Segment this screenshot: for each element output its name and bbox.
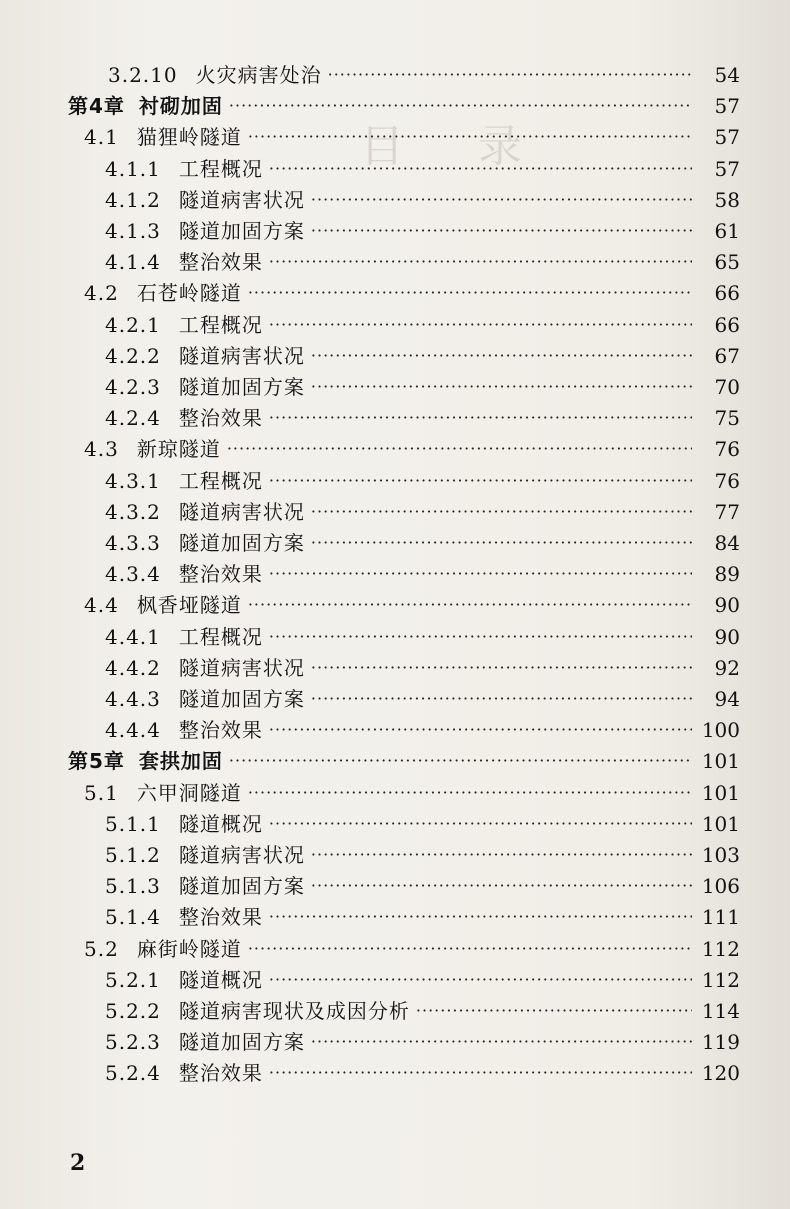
toc-entry-number: 4.1.1 [105, 156, 161, 181]
toc-entry-number: 4.3 [84, 437, 119, 462]
toc-entry-title: 隧道病害状况 [178, 843, 305, 867]
toc-entry [0, 622, 790, 652]
toc-entry-title: 石苍岭隧道 [136, 281, 242, 306]
toc-entry-title: 整治效果 [178, 406, 263, 431]
toc-entry [0, 278, 790, 308]
toc-entry-page: 92 [714, 655, 740, 680]
toc-entry-number: 5.2.4 [105, 1061, 161, 1086]
toc-entry [0, 934, 790, 964]
dot-leader [269, 902, 692, 932]
toc-entry-number: 4.1.4 [105, 250, 161, 275]
toc-entry-title: 隧道加固方案 [178, 375, 305, 399]
toc-entry-number: 4.1 [84, 125, 119, 150]
toc-entry-number: 4.3.1 [105, 468, 161, 493]
dot-leader [269, 809, 692, 839]
toc-entry-title: 隧道加固方案 [178, 874, 305, 899]
dot-leader [311, 185, 692, 215]
toc-entry [0, 840, 790, 870]
toc-entry-number: 4.4 [84, 593, 119, 618]
toc-entry-title: 隧道概况 [178, 967, 263, 992]
toc-entry-page: 75 [714, 406, 740, 431]
dot-leader [248, 934, 692, 964]
toc-entry-number: 第5章 [68, 749, 125, 774]
toc-entry-page: 70 [714, 375, 740, 399]
toc-entry-title: 工程概况 [178, 156, 263, 181]
toc-entry-page: 89 [714, 562, 740, 587]
toc-entry-title: 隧道病害状况 [178, 655, 305, 680]
toc-entry-page: 57 [714, 94, 740, 119]
dot-leader [269, 622, 692, 652]
dot-leader [311, 840, 692, 870]
toc-entry-title: 六甲洞隧道 [136, 780, 242, 805]
dot-leader [229, 91, 692, 121]
dot-leader [416, 996, 692, 1026]
toc-entry-title: 整治效果 [178, 250, 263, 275]
toc-entry-page: 111 [701, 905, 740, 930]
page-number: 2 [70, 1150, 86, 1176]
dot-leader [248, 778, 692, 808]
toc-entry [0, 216, 790, 246]
toc-entry-page: 66 [714, 312, 740, 337]
toc-entry [0, 341, 790, 371]
toc-entry-number: 4.4.4 [105, 718, 161, 743]
dot-leader [311, 497, 692, 527]
toc-entry [0, 590, 790, 620]
toc-entry-title: 工程概况 [178, 468, 263, 493]
toc-entry-number: 5.1.1 [105, 811, 161, 836]
dot-leader [269, 154, 692, 184]
toc-entry-number: 5.1.2 [105, 843, 161, 867]
toc-entry-page: 54 [714, 63, 740, 87]
toc-entry [0, 434, 790, 464]
dot-leader [311, 341, 692, 371]
toc-entry [0, 809, 790, 839]
dot-leader [311, 871, 692, 901]
toc-entry-number: 4.2.1 [105, 312, 161, 337]
dot-leader [248, 590, 692, 620]
toc-chapter-entry [0, 91, 790, 121]
toc-entry [0, 653, 790, 683]
toc-entry-title: 工程概况 [178, 312, 263, 337]
toc-entry-page: 100 [701, 718, 740, 743]
toc-entry [0, 497, 790, 527]
toc-entry-page: 77 [714, 499, 740, 524]
toc-entry-title: 隧道病害状况 [178, 499, 305, 524]
toc-entry-page: 90 [714, 624, 740, 649]
toc-entry-number: 4.3.4 [105, 562, 161, 587]
dot-leader [248, 278, 692, 308]
toc-entry-title: 衬砌加固 [138, 94, 223, 119]
bleed-through-text: 目 录 [360, 121, 552, 172]
toc-entry-page: 101 [701, 811, 740, 836]
toc-entry-title: 猫狸岭隧道 [136, 125, 242, 150]
toc-entry [0, 965, 790, 995]
toc-entry-title: 隧道病害状况 [178, 343, 305, 368]
toc-entry-page: 76 [714, 437, 740, 462]
toc-entry-page: 84 [714, 531, 740, 555]
toc-entry-title: 隧道病害现状及成因分析 [178, 999, 410, 1023]
toc-entry-number: 4.2 [84, 281, 119, 306]
dot-leader [229, 746, 692, 776]
toc-entry-number: 5.1.3 [105, 874, 161, 899]
dot-leader [269, 310, 692, 340]
toc-entry [0, 1058, 790, 1088]
toc-entry-number: 4.3.3 [105, 531, 161, 555]
dot-leader [311, 653, 692, 683]
toc-entry-number: 4.2.4 [105, 406, 161, 431]
toc-entry [0, 310, 790, 340]
toc-entry-page: 57 [714, 125, 740, 150]
toc-entry-title: 麻街岭隧道 [136, 936, 242, 961]
dot-leader [311, 216, 692, 246]
toc-entry-number: 5.2.3 [105, 1030, 161, 1055]
toc-entry-number: 4.3.2 [105, 499, 161, 524]
dot-leader [311, 528, 692, 558]
toc-entry [0, 996, 790, 1026]
dot-leader [227, 434, 692, 464]
toc-entry-page: 112 [701, 936, 740, 961]
toc-entry [0, 559, 790, 589]
dot-leader [269, 466, 692, 496]
toc-entry-number: 5.1.4 [105, 905, 161, 930]
toc-entry-title: 隧道加固方案 [178, 531, 305, 555]
toc-entry-page: 94 [714, 687, 740, 711]
toc-entry [0, 403, 790, 433]
toc-entry [0, 684, 790, 714]
dot-leader [269, 965, 692, 995]
toc-entry-number: 4.1.2 [105, 187, 161, 212]
toc-entry [0, 122, 790, 152]
toc-entry-number: 4.4.1 [105, 624, 161, 649]
toc-entry-title: 枫香垭隧道 [136, 593, 242, 618]
toc-entry-page: 67 [714, 343, 740, 368]
dot-leader [269, 1058, 692, 1088]
dot-leader [269, 403, 692, 433]
toc-entry-page: 90 [714, 593, 740, 618]
toc-entry-page: 106 [701, 874, 740, 899]
toc-entry-title: 隧道病害状况 [178, 187, 305, 212]
dot-leader [311, 1027, 692, 1057]
toc-entry [0, 466, 790, 496]
toc-entry-page: 57 [714, 156, 740, 181]
toc-entry-title: 火灾病害处治 [195, 63, 322, 87]
toc-entry-title: 整治效果 [178, 562, 263, 587]
toc-entry-page: 119 [701, 1030, 740, 1055]
dot-leader [311, 372, 692, 402]
dot-leader [311, 684, 692, 714]
toc-entry-title: 隧道加固方案 [178, 687, 305, 711]
toc-entry-number: 4.4.2 [105, 655, 161, 680]
toc-entry-number: 4.2.3 [105, 375, 161, 399]
toc-entry [0, 154, 790, 184]
dot-leader [328, 60, 692, 90]
dot-leader [248, 122, 692, 152]
toc-entry-number: 4.2.2 [105, 343, 161, 368]
toc-entry-page: 112 [701, 967, 740, 992]
toc-entry [0, 185, 790, 215]
toc-entry-page: 120 [701, 1061, 740, 1086]
toc-entry-title: 隧道加固方案 [178, 219, 305, 243]
toc-entry-title: 工程概况 [178, 624, 263, 649]
toc-entry [0, 871, 790, 901]
toc-entry-number: 3.2.10 [108, 63, 178, 87]
dot-leader [269, 559, 692, 589]
toc-entry-page: 65 [714, 250, 740, 275]
toc-entry [0, 1027, 790, 1057]
toc-entry [0, 902, 790, 932]
toc-entry-number: 5.2.1 [105, 967, 161, 992]
toc-entry-page: 66 [714, 281, 740, 306]
toc-entry-title: 套拱加固 [138, 749, 223, 774]
toc-entry-page: 76 [714, 468, 740, 493]
toc-entry [0, 528, 790, 558]
toc-entry-number: 5.2.2 [105, 999, 161, 1023]
toc-entry-number: 第4章 [68, 94, 125, 119]
toc-entry-page: 103 [701, 843, 740, 867]
toc-entry-title: 隧道加固方案 [178, 1030, 305, 1055]
toc-entry [0, 372, 790, 402]
toc-entry [0, 247, 790, 277]
toc-entry-number: 5.1 [84, 780, 119, 805]
toc-entry-page: 101 [701, 780, 740, 805]
toc-entry-page: 114 [701, 999, 740, 1023]
toc-entry [0, 778, 790, 808]
dot-leader [269, 715, 692, 745]
toc-entry-title: 隧道概况 [178, 811, 263, 836]
toc-entry-title: 整治效果 [178, 905, 263, 930]
toc-entry-number: 5.2 [84, 936, 119, 961]
toc-entry [0, 715, 790, 745]
toc-entry-title: 新琼隧道 [136, 437, 221, 462]
toc-entry-page: 61 [714, 219, 740, 243]
toc-entry-number: 4.4.3 [105, 687, 161, 711]
toc-entry-page: 58 [714, 187, 740, 212]
toc-entry-title: 整治效果 [178, 718, 263, 743]
toc-entry-title: 整治效果 [178, 1061, 263, 1086]
toc-entry-page: 101 [701, 749, 740, 774]
dot-leader [269, 247, 692, 277]
toc-entry-number: 4.1.3 [105, 219, 161, 243]
toc-entry [0, 60, 790, 90]
toc-chapter-entry [0, 746, 790, 776]
